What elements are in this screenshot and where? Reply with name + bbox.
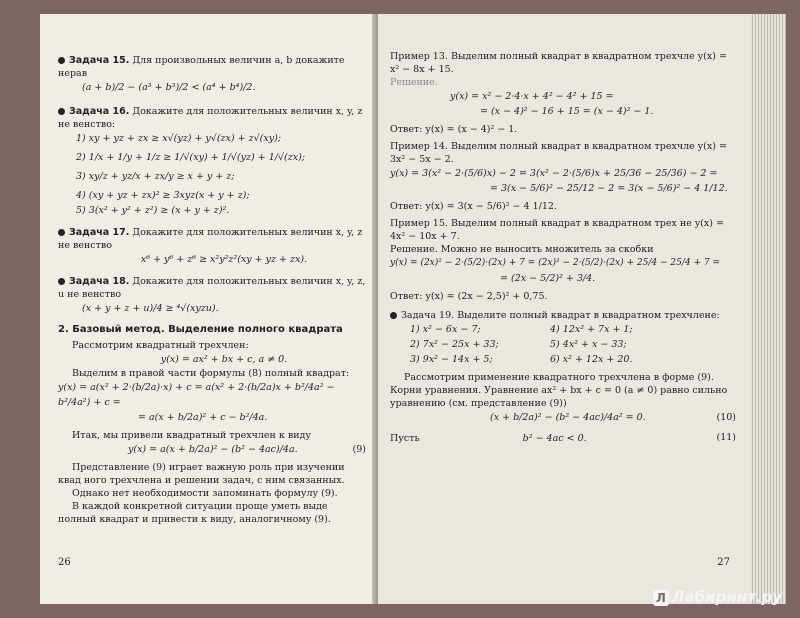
right-page <box>378 14 750 604</box>
watermark-text: Лабиринт.ру <box>671 588 782 606</box>
answer: Ответ: y(x) = 3(x − 5/6)² − 4 1/12. <box>390 201 557 212</box>
paragraph: Рассмотрим применение квадратного трехчлена в форме (9). <box>404 372 714 383</box>
task-text: Докажите для положительных величин x, y, z, u не венство <box>58 276 366 300</box>
formula-10 <box>390 410 736 425</box>
example-heading: Пример 15. Выделим полный квадрат в квадратном трех не y(x) = 4x² − 10x + 7. <box>390 218 724 242</box>
task-item: 6) x² + 12x + 20. <box>550 354 633 365</box>
task-15 <box>58 54 366 80</box>
inequality-item: 4) (xy + yz + zx)² ≥ 3xyz(x + y + z); <box>76 190 250 201</box>
solution-label: Решение. <box>390 77 438 88</box>
equation-number: (11) <box>716 432 736 443</box>
formula: x⁶ + y⁶ + z⁶ ≥ x²y²z²(xy + yz + zx). <box>140 254 308 265</box>
bullet-icon <box>58 108 65 115</box>
bullet-icon <box>58 278 65 285</box>
equation-number: (10) <box>716 412 736 423</box>
bullet-icon <box>58 229 65 236</box>
task-item: 1) x² − 6x − 7; <box>410 324 481 335</box>
inequality-item: 5) 3(x² + y² + z²) ≥ (x + y + z)². <box>76 205 230 216</box>
paragraph: Представление (9) играет важную роль при изучении квад ного трехчлена и решении задач, с ним связанных. <box>58 462 345 486</box>
task-label: Задача 17. <box>69 227 130 238</box>
answer: Ответ: y(x) = (x − 4)² − 1. <box>390 124 518 135</box>
page-number: 27 <box>717 557 730 568</box>
formula: = (x − 4)² − 16 + 15 = (x − 4)² − 1. <box>480 106 654 117</box>
inequality-item: 2) 1/x + 1/y + 1/z ≥ 1/√(xy) + 1/√(yz) + 1/√(zx); <box>76 152 306 163</box>
paragraph: Пусть <box>390 433 420 444</box>
bullet-icon <box>390 312 397 319</box>
formula: (x + b/2a)² − (b² − 4ac)/4a² = 0. <box>490 412 646 423</box>
task-text: Докажите для положительных величин x, y, z не венство <box>58 227 363 251</box>
paragraph: Однако нет необходимости запоминать формулу (9). <box>72 488 338 499</box>
formula: (a + b)/2 − (a³ + b³)/2 < (a⁴ + b⁴)/2. <box>82 82 256 93</box>
task-label: Задача 16. <box>69 106 130 117</box>
paragraph: Выделим в правой части формулы (8) полный квадрат: <box>72 368 350 379</box>
formula: b² − 4ac < 0. <box>522 433 587 444</box>
task-label: Задача 15. <box>69 55 130 66</box>
task-item: 2) 7x² − 25x + 33; <box>410 339 499 350</box>
task-text: Задача 19. Выделите полный квадрат в квадратном трехчлене: <box>401 310 720 321</box>
watermark-logo-icon: Л <box>653 590 669 606</box>
paragraph: Корни уравнения. Уравнение ax² + bx + c = 0 (a ≠ 0) равно сильно уравнению (см. представление (9)) <box>390 385 728 409</box>
task-16 <box>58 105 366 131</box>
task-text: Для произвольных величин a, b докажите нерав <box>58 55 345 79</box>
paragraph: Итак, мы привели квадратный трехчлен к виду <box>72 430 311 441</box>
watermark <box>653 588 782 606</box>
formula: = (2x − 5/2)² + 3/4. <box>500 273 596 284</box>
formula-9 <box>58 442 366 457</box>
formula: y(x) = 3(x² − 2·(5/6)x) − 2 = 3(x² − 2·(5/6)x + 25/36 − 25/36) − 2 = <box>390 168 718 179</box>
formula: = a(x + b/2a)² + c − b²/4a. <box>138 412 268 423</box>
equation-number: (9) <box>352 444 366 455</box>
formula: y(x) = (2x)² − 2·(5/2)·(2x) + 7 = (2x)² − 2·(5/2)·(2x) + 25/4 − 25/4 + 7 = <box>390 258 720 268</box>
formula: y(x) = x² − 2·4·x + 4² − 4² + 15 = <box>450 91 614 102</box>
solution-label: Решение. Можно не выносить множитель за скобки <box>390 244 654 255</box>
task-item: 3) 9x² − 14x + 5; <box>410 354 493 365</box>
task-19-list <box>390 322 736 367</box>
example-heading: Пример 13. Выделим полный квадрат в квадратном трехчле y(x) = x² − 8x + 15. <box>390 51 727 75</box>
formula: = 3(x − 5/6)² − 25/12 − 2 = 3(x − 5/6)² − 4 1/12. <box>490 183 728 194</box>
formula: y(x) = a(x² + 2·(b/2a)·x) + c = a(x² + 2·(b/2a)x + b²/4a² − b²/4a²) + c = <box>58 382 335 408</box>
task-label: Задача 18. <box>69 276 130 287</box>
inequality-item: 3) xy/z + yz/x + zx/y ≥ x + y + z; <box>76 171 235 182</box>
task-19 <box>390 309 736 322</box>
task-item: 4) 12x² + 7x + 1; <box>550 324 633 335</box>
formula: y(x) = a(x + b/2a)² − (b² − 4ac)/4a. <box>128 444 298 455</box>
page-number: 26 <box>58 557 71 568</box>
inequality-item: 1) xy + yz + zx ≥ x√(yz) + y√(zx) + z√(xy); <box>76 133 282 144</box>
paragraph: В каждой конкретной ситуации проще уметь выде полный квадрат и привести к виду, аналогичному (9). <box>58 501 331 525</box>
formula-11 <box>390 431 736 446</box>
section-title: 2. Базовый метод. Выделение полного квадрата <box>58 324 343 335</box>
left-page <box>40 14 380 604</box>
example-heading: Пример 14. Выделим полный квадрат в квадратном трехчле y(x) = 3x² − 5x − 2. <box>390 141 727 165</box>
formula: y(x) = ax² + bx + c, a ≠ 0. <box>160 354 288 365</box>
task-18 <box>58 275 366 301</box>
formula: (x + y + z + u)/4 ≥ ⁴√(xyzu). <box>82 303 219 314</box>
inequality-list <box>58 131 366 218</box>
page-edges <box>750 14 786 604</box>
bullet-icon <box>58 57 65 64</box>
task-17 <box>58 226 366 252</box>
task-text: Докажите для положительных величин x, y, z не венство: <box>58 106 363 130</box>
paragraph: Рассмотрим квадратный трехчлен: <box>72 340 249 351</box>
answer: Ответ: y(x) = (2x − 2,5)² + 0,75. <box>390 291 548 302</box>
task-item: 5) 4x² + x − 33; <box>550 339 627 350</box>
